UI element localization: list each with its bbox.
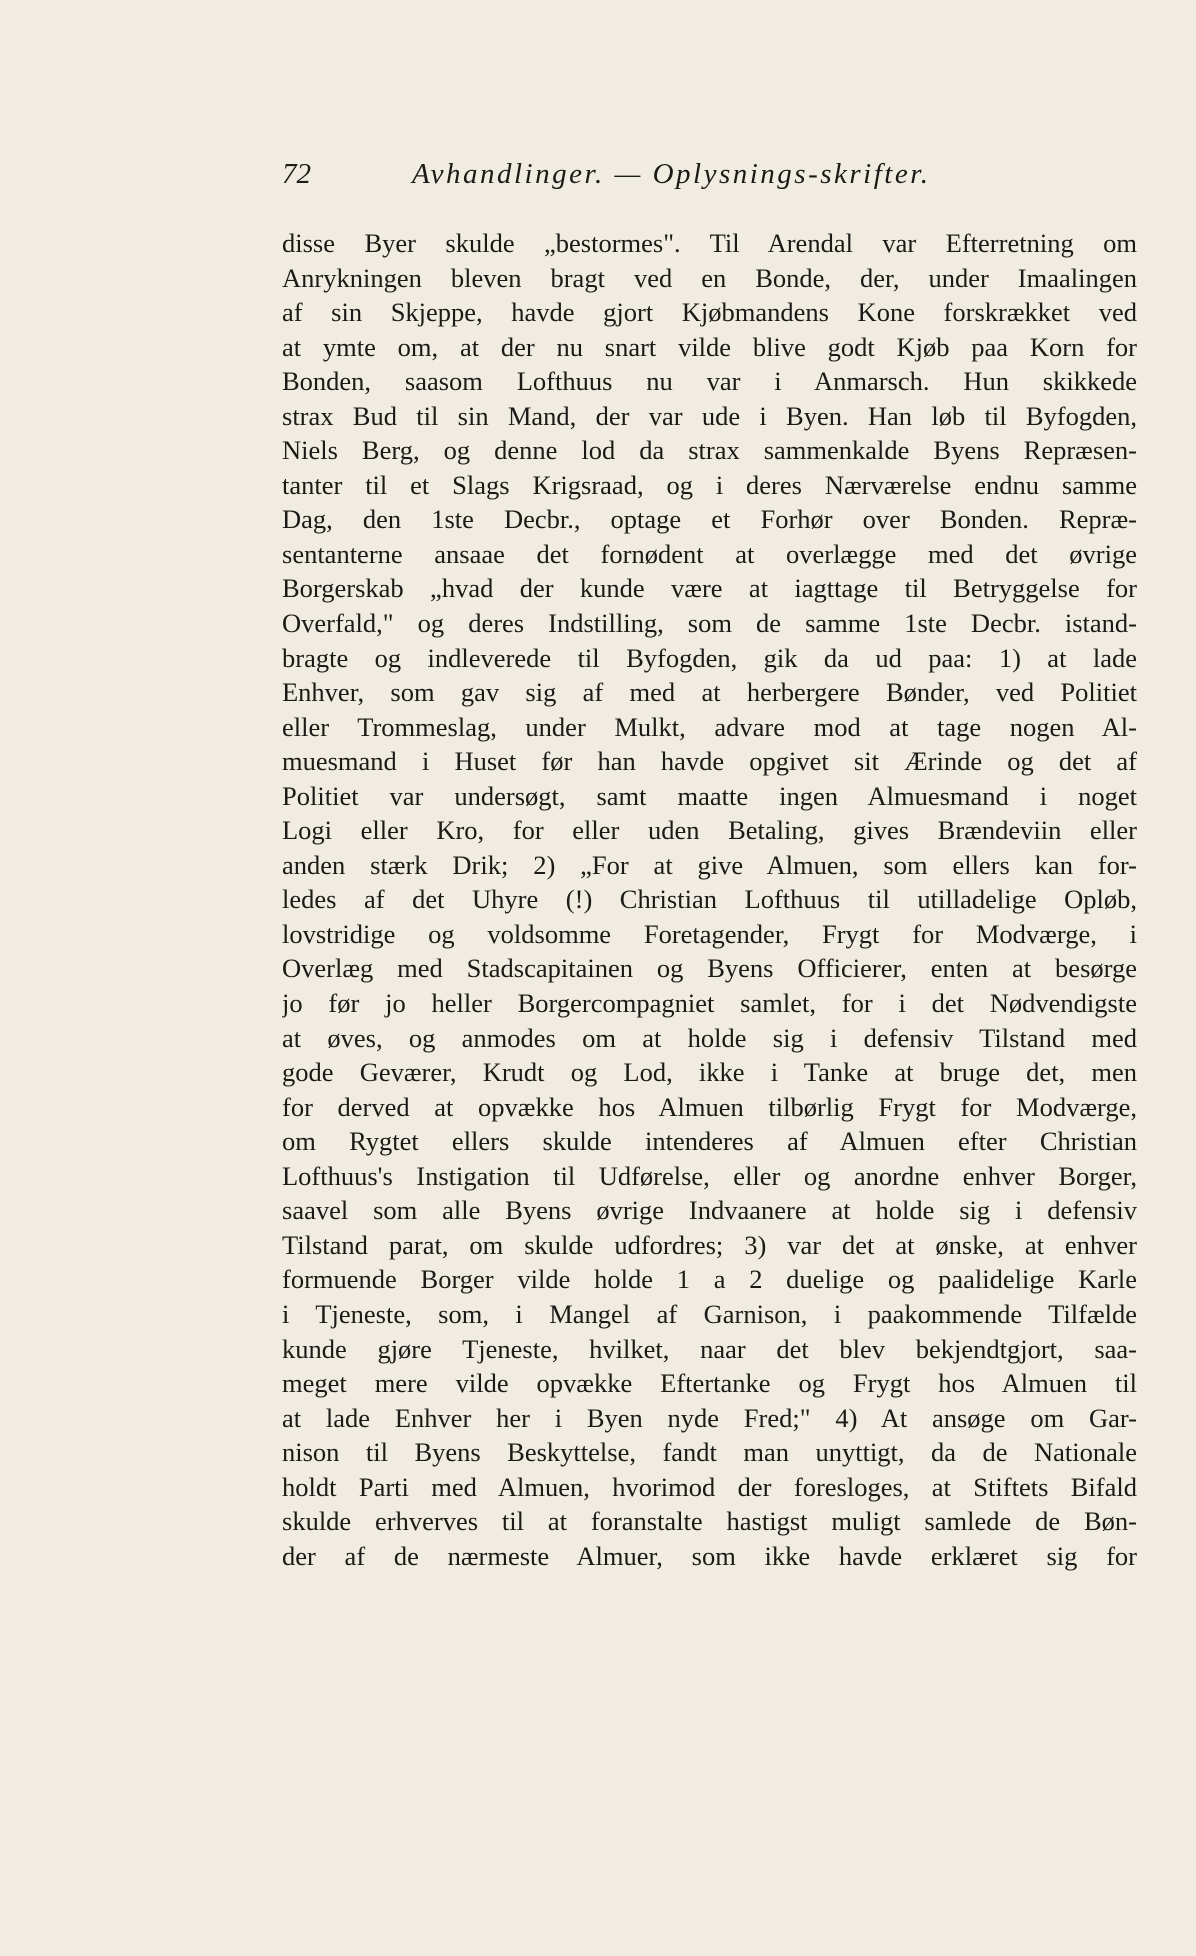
text-line: sentanterne ansaae det fornødent at overlægge med det øvrige: [282, 538, 1137, 569]
text-line: Tilstand parat, om skulde udfordres; 3) var det at ønske, at enhver: [282, 1229, 1137, 1260]
text-line: Enhver, som gav sig af med at herbergere Bønder, ved Politiet: [282, 677, 1137, 708]
text-line: om Rygtet ellers skulde intenderes af Almuen efter Christian: [282, 1126, 1137, 1157]
text-line: bragte og indleverede til Byfogden, gik da ud paa: 1) at lade: [282, 642, 1137, 673]
text-line: der af de nærmeste Almuer, som ikke havde erklæret sig for: [282, 1540, 1137, 1571]
text-line: for derved at opvække hos Almuen tilbørlig Frygt for Modværge,: [282, 1091, 1137, 1122]
running-title: Avhandlinger. — Oplysnings-skrifter.: [412, 158, 931, 190]
text-line: meget mere vilde opvække Eftertanke og Frygt hos Almuen til: [282, 1368, 1137, 1399]
text-line: jo før jo heller Borgercompagniet samlet, for i det Nødvendigste: [282, 988, 1137, 1019]
text-line: saavel som alle Byens øvrige Indvaanere at holde sig i defensiv: [282, 1195, 1137, 1226]
text-line: Overlæg med Stadscapitainen og Byens Officierer, enten at besørge: [282, 953, 1137, 984]
page-header: [282, 158, 1142, 198]
text-line: muesmand i Huset før han havde opgivet sit Ærinde og det af: [282, 746, 1137, 777]
text-line: i Tjeneste, som, i Mangel af Garnison, i paakommende Tilfælde: [282, 1298, 1137, 1329]
page-number: 72: [282, 158, 311, 190]
text-line: nison til Byens Beskyttelse, fandt man unyttigt, da de Nationale: [282, 1437, 1137, 1468]
text-line: anden stærk Drik; 2) „For at give Almuen, som ellers kan for-: [282, 849, 1137, 880]
text-line: Dag, den 1ste Decbr., optage et Forhør over Bonden. Repræ-: [282, 504, 1137, 535]
text-line: lovstridige og voldsomme Foretagender, Frygt for Modværge, i: [282, 918, 1137, 949]
text-line: eller Trommeslag, under Mulkt, advare mod at tage nogen Al-: [282, 711, 1137, 742]
text-line: kunde gjøre Tjeneste, hvilket, naar det blev bekjendtgjort, saa-: [282, 1333, 1137, 1364]
text-line: ledes af det Uhyre (!) Christian Lofthuus til utilladelige Opløb,: [282, 884, 1137, 915]
text-line: formuende Borger vilde holde 1 a 2 duelige og paalidelige Karle: [282, 1264, 1137, 1295]
text-line: at lade Enhver her i Byen nyde Fred;" 4) At ansøge om Gar-: [282, 1402, 1137, 1433]
text-line: Logi eller Kro, for eller uden Betaling, gives Brændeviin eller: [282, 815, 1137, 846]
text-line: Politiet var undersøgt, samt maatte ingen Almuesmand i noget: [282, 780, 1137, 811]
text-line: tanter til et Slags Krigsraad, og i deres Nærværelse endnu samme: [282, 469, 1137, 500]
text-line: gode Geværer, Krudt og Lod, ikke i Tanke at bruge det, men: [282, 1057, 1137, 1088]
text-line: Overfald," og deres Indstilling, som de samme 1ste Decbr. istand-: [282, 608, 1137, 639]
text-line: disse Byer skulde „bestormes". Til Arendal var Efterretning om: [282, 228, 1137, 258]
text-line: holdt Parti med Almuen, hvorimod der foresloges, at Stiftets Bifald: [282, 1471, 1137, 1502]
text-line: Bonden, saasom Lofthuus nu var i Anmarsch. Hun skikkede: [282, 366, 1137, 397]
text-line: af sin Skjeppe, havde gjort Kjøbmandens Kone forskrækket ved: [282, 297, 1137, 328]
text-line: Anrykningen bleven bragt ved en Bonde, der, under Imaalingen: [282, 262, 1137, 293]
text-line: at ymte om, at der nu snart vilde blive godt Kjøb paa Korn for: [282, 331, 1137, 362]
body-text: [282, 226, 1137, 1573]
text-line: skulde erhverves til at foranstalte hastigst muligt samlede de Bøn-: [282, 1506, 1137, 1537]
text-line: Niels Berg, og denne lod da strax sammenkalde Byens Repræsen-: [282, 435, 1137, 466]
text-line: at øves, og anmodes om at holde sig i defensiv Tilstand med: [282, 1022, 1137, 1053]
text-line: Lofthuus's Instigation til Udførelse, eller og anordne enhver Borger,: [282, 1160, 1137, 1191]
text-line: Borgerskab „hvad der kunde være at iagttage til Betryggelse for: [282, 573, 1137, 604]
text-line: strax Bud til sin Mand, der var ude i Byen. Han løb til Byfogden,: [282, 400, 1137, 431]
